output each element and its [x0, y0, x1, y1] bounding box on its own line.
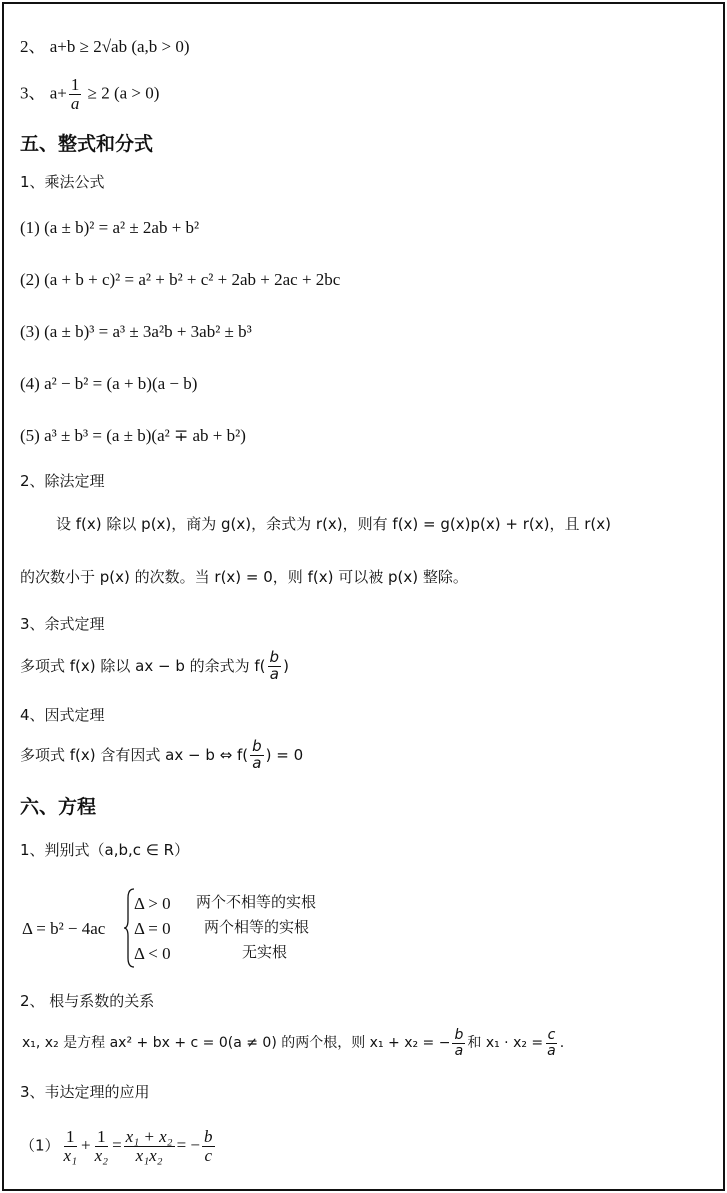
fraction-denominator: x₁x₂ [135, 1145, 163, 1165]
inequality-3 [20, 76, 159, 113]
fraction-numerator: 1 [97, 1127, 106, 1146]
vieta-relations [22, 1028, 564, 1058]
fraction-numerator: b [454, 1027, 464, 1043]
plus-sign: + [81, 1135, 91, 1155]
factor-fraction [250, 739, 264, 772]
section-heading-5: 五、整式和分式 [20, 133, 154, 155]
formula-1: (1) (a ± b)² = a² ± 2ab + b² [20, 218, 200, 237]
vieta-middle: 和 x₁ · x₂ = [467, 1035, 544, 1052]
subheading-remainder: 3、余式定理 [20, 615, 105, 633]
fraction-denominator: x₂ [94, 1145, 109, 1165]
inequality-3-prefix: 3、 a+ [20, 83, 67, 103]
fraction-denominator: a [454, 1042, 464, 1059]
formula-4: (4) a² − b² = (a + b)(a − b) [20, 374, 198, 393]
application-fraction-3 [124, 1128, 175, 1165]
subheading-vieta-application: 3、韦达定理的应用 [20, 1083, 150, 1101]
factor-theorem [20, 739, 303, 772]
factor-suffix: ) = 0 [265, 745, 304, 764]
equals-minus-sign: = − [176, 1135, 200, 1155]
fraction-denominator: a [252, 753, 262, 772]
application-fraction-2 [93, 1128, 110, 1165]
subheading-division: 2、除法定理 [20, 472, 105, 490]
application-fraction-1 [62, 1128, 79, 1165]
factor-prefix: 多项式 f(x) 含有因式 ax − b ⇔ f( [20, 745, 249, 764]
remainder-fraction [268, 650, 282, 683]
vieta-fraction-1 [452, 1028, 465, 1058]
application-label: （1） [20, 1136, 60, 1155]
remainder-prefix: 多项式 f(x) 除以 ax − b 的余式为 f( [20, 656, 266, 675]
equals-sign: = [112, 1135, 122, 1155]
vieta-fraction-2 [545, 1028, 558, 1058]
fraction-denominator: x₁ [63, 1145, 78, 1165]
fraction-denominator: c [204, 1145, 213, 1165]
discriminant-text-3: 无实根 [242, 943, 288, 961]
fraction-numerator: b [204, 1127, 213, 1146]
division-theorem-line-1: 设 f(x) 除以 p(x)，商为 g(x)，余式为 r(x)，则有 f(x) = g(x)p(x) + r(x)，且 r(x) [56, 515, 611, 533]
vieta-suffix: . [559, 1035, 565, 1052]
discriminant-case-3: Δ < 0 [134, 944, 171, 963]
vieta-application-1 [20, 1128, 217, 1165]
subheading-roots-coefficients: 2、 根与系数的关系 [20, 992, 155, 1010]
vieta-prefix: x₁, x₂ 是方程 ax² + bx + c = 0(a ≠ 0) 的两个根，则 x₁ + x₂ = − [22, 1035, 451, 1052]
formula-3: (3) (a ± b)³ = a³ ± 3a²b + 3ab² ± b³ [20, 322, 252, 341]
remainder-suffix: ) [283, 656, 289, 675]
section-heading-6: 六、方程 [20, 796, 97, 818]
inequality-2: 2、 a+b ≥ 2√ab (a,b > 0) [20, 37, 190, 56]
page-border [2, 2, 725, 1191]
formula-2: (2) (a + b + c)² = a² + b² + c² + 2ab + 2ac + 2bc [20, 270, 341, 289]
subheading-discriminant: 1、判别式（a,b,c ∈ R） [20, 841, 190, 859]
fraction-denominator: a [547, 1042, 556, 1059]
inequality-3-fraction [69, 76, 82, 113]
fraction-numerator: b [269, 648, 280, 666]
discriminant-text-1: 两个不相等的实根 [196, 893, 317, 911]
discriminant-lhs: Δ = b² − 4ac [22, 919, 106, 938]
fraction-numerator: x₁ + x₂ [125, 1127, 173, 1146]
application-fraction-4 [202, 1128, 215, 1165]
discriminant-case-2: Δ = 0 [134, 919, 171, 938]
fraction-numerator: 1 [66, 1127, 75, 1146]
remainder-theorem [20, 650, 289, 683]
discriminant-case-1: Δ > 0 [134, 894, 171, 913]
formula-5: (5) a³ ± b³ = (a ± b)(a² ∓ ab + b²) [20, 426, 246, 445]
fraction-numerator: c [547, 1027, 556, 1043]
subheading-factor: 4、因式定理 [20, 706, 105, 724]
fraction-numerator: 1 [70, 75, 80, 94]
subheading-multiplication: 1、乘法公式 [20, 173, 105, 191]
fraction-denominator: a [70, 93, 80, 113]
inequality-3-suffix: ≥ 2 (a > 0) [83, 83, 160, 103]
discriminant-text-2: 两个相等的实根 [204, 918, 310, 936]
fraction-denominator: a [269, 664, 279, 683]
fraction-numerator: b [252, 737, 262, 755]
division-theorem-line-2: 的次数小于 p(x) 的次数。当 r(x) = 0，则 f(x) 可以被 p(x) 整除。 [20, 568, 468, 586]
